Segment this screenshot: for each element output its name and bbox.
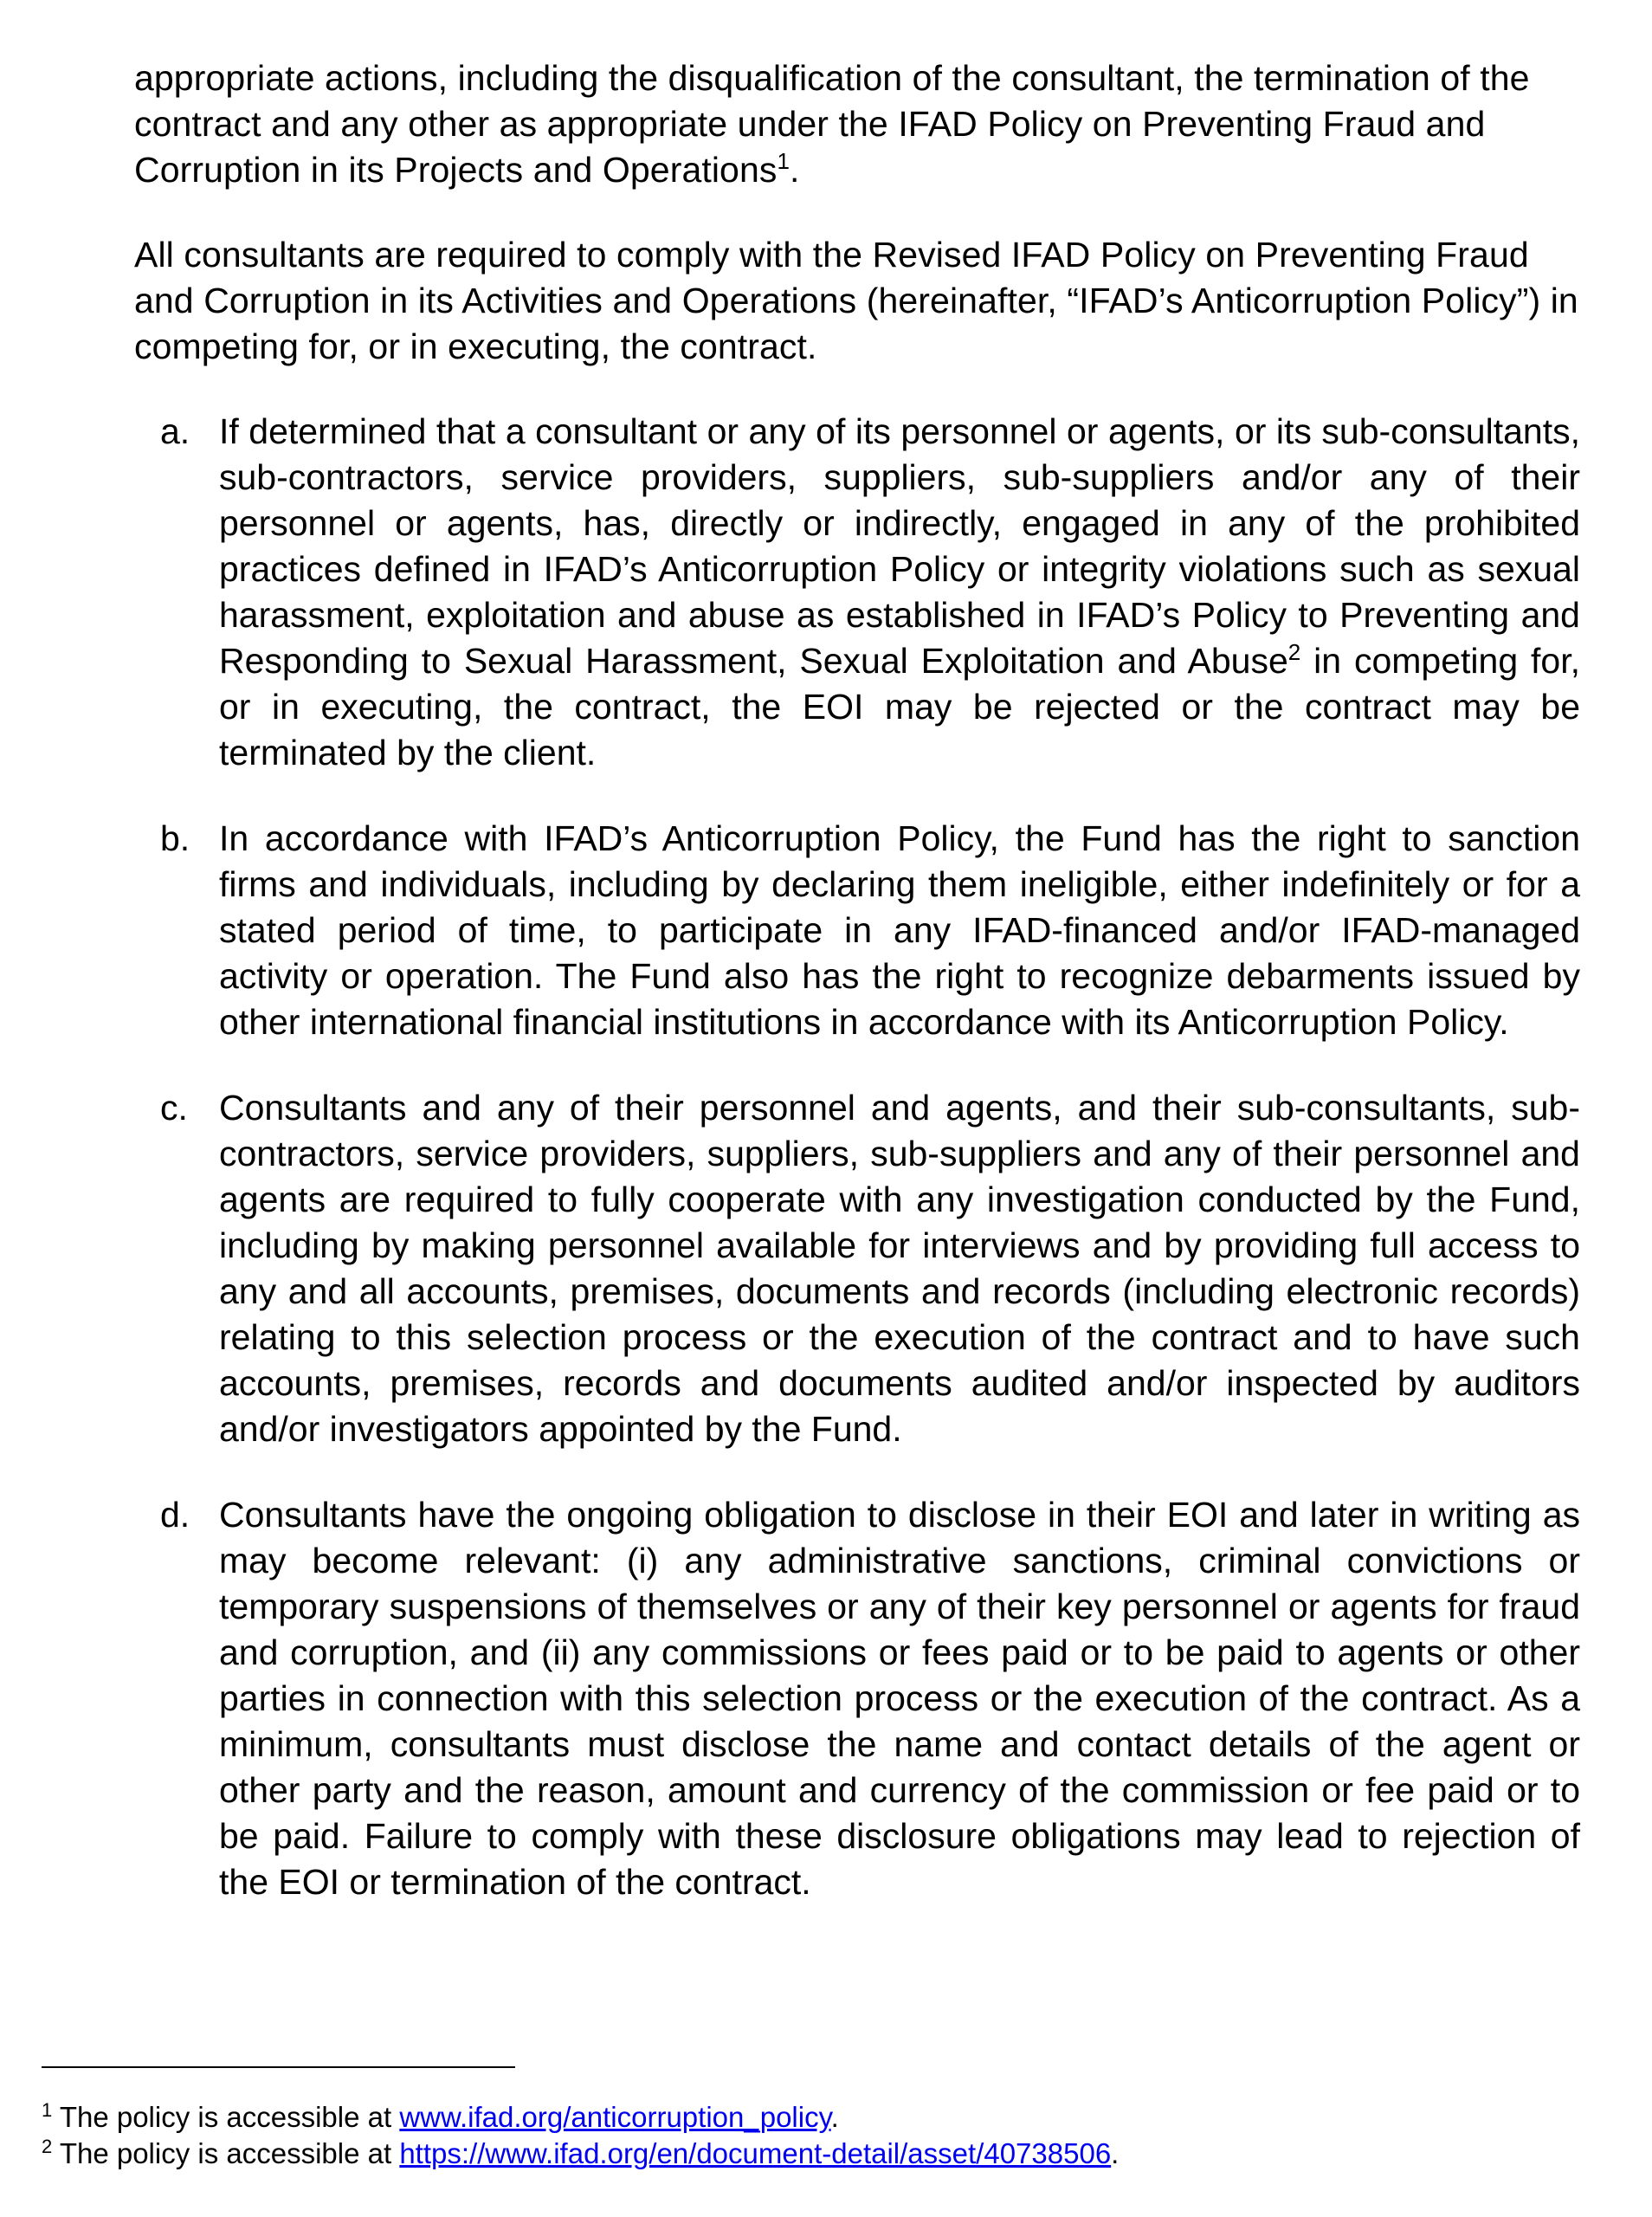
list-item-c [134,1085,1580,1452]
footnote-ref-2[interactable]: 2 [1287,639,1301,665]
list-item-a [134,409,1580,776]
document-page [134,55,1580,1945]
list-item-d [134,1492,1580,1905]
footnote-1 [42,2099,1119,2136]
item-a-text-after: in competing for, or in executing, the contract, the EOI may be rejected or the contract may be terminated by the client. [219,641,1580,772]
intro-text: appropriate actions, including the disqualification of the consultant, the termination of the contract and any other as appropriate under the IFAD Policy on Preventing Fraud and Corruption in its Projects and Operations [134,58,1530,190]
footnote-tail: . [1111,2137,1120,2169]
list-marker: a. [160,411,190,451]
footnote-text: The policy is accessible at [52,2137,400,2169]
list-marker: b. [160,818,190,858]
list-item-text [219,409,1580,776]
footnote-number: 1 [42,2099,53,2121]
intro-tail: . [790,150,800,190]
list-marker: d. [160,1495,190,1535]
footnotes [42,2099,1119,2172]
list-marker: c. [160,1088,188,1128]
intro-paragraph [134,55,1580,193]
list-item-text: Consultants have the ongoing obligation to disclose in their EOI and later in writing as may become relevant: (i) any administrative sanctions, criminal convictions or temporary suspensions of themselves or any of their key personnel or agents for fraud and corruption, and (ii) any commissions or fees paid or to be paid to agents or other parties in connection with this selection process or the execution of the contract. As a minimum, consultants must disclose the name and contact details of the agent or other party and the reason, amount and currency of the commission or fee paid or to be paid. Failure to comply with these disclosure obligations may lead to rejection of the EOI or termination of the contract. [219,1495,1580,1902]
footnote-2 [42,2136,1119,2172]
footnote-number: 2 [42,2136,53,2157]
anticorruption-policy-link[interactable]: www.ifad.org/anticorruption_policy [399,2101,831,2133]
list-item-b [134,816,1580,1045]
footnote-tail: . [830,2101,839,2133]
list-item-text: Consultants and any of their personnel and agents, and their sub-consultants, sub-contractors, service providers, suppliers, sub-suppliers and any of their personnel and agents are required to fully cooperate with any investigation conducted by the Fund, including by making personnel available for interviews and by providing full access to any and all accounts, premises, documents and records (including electronic records) relating to this selection process or the execution of the contract and to have such accounts, premises, records and documents audited and/or inspected by auditors and/or investigators appointed by the Fund. [219,1088,1580,1449]
obligations-list [134,409,1580,1905]
footnote-ref-1[interactable]: 1 [777,148,791,174]
footnote-text: The policy is accessible at [52,2101,400,2133]
list-item-text: In accordance with IFAD’s Anticorruption Policy, the Fund has the right to sanction firms and individuals, including by declaring them ineligible, either indefinitely or for a stated period of time, to participate in any IFAD-financed and/or IFAD-managed activity or operation. The Fund also has the right to recognize debarments issued by other international financial institutions in accordance with its Anticorruption Policy. [219,818,1580,1042]
footnote-separator [42,2066,515,2068]
sexual-harassment-policy-link[interactable]: https://www.ifad.org/en/document-detail/asset/40738506 [399,2137,1112,2169]
compliance-paragraph: All consultants are required to comply with the Revised IFAD Policy on Preventing Fraud and Corruption in its Activities and Operations (hereinafter, “IFAD’s Anticorruption Policy”) in competing for, or in executing, the contract. [134,235,1578,366]
item-a-text-before: If determined that a consultant or any of its personnel or agents, or its sub-consultants, sub-contractors, service providers, suppliers, sub-suppliers and/or any of their personnel or agents, has, directly or indirectly, engaged in any of the prohibited practices defined in IFAD’s Anticorruption Policy or integrity violations such as sexual harassment, exploitation and abuse as established in IFAD’s Policy to Preventing and Responding to Sexual Harassment, Sexual Exploitation and Abuse [219,411,1580,681]
